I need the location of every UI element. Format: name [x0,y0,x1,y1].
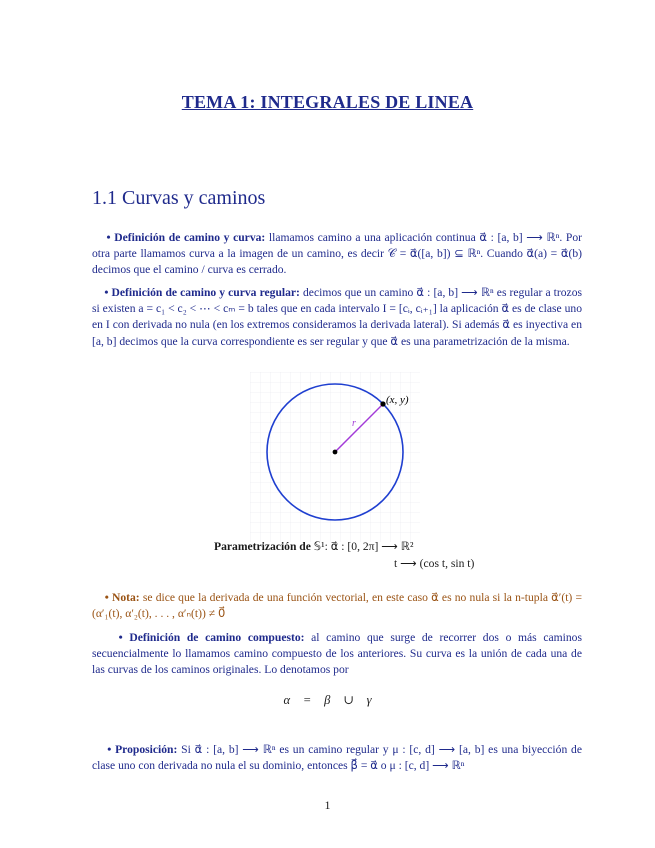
paragraph-nota [92,590,582,622]
paragraph-lead: Nota: [111,591,140,604]
chapter-title: TEMA 1: INTEGRALES DE LINEA [181,92,474,112]
center-point [333,450,338,455]
display-formula: 𝒞α⃗ = 𝒞β⃗ ∪ 𝒞γ⃗ [273,693,382,707]
circle-figure [250,372,420,542]
paragraph-definition-regular [92,285,582,350]
point-on-circle [380,401,385,406]
bullet-icon: • [104,286,109,299]
paragraph-definition-camino [92,230,582,279]
paragraph-lead: Proposición: [115,743,178,756]
caption-line-2: t ⟶ (cos t, sin t) [394,557,475,570]
paragraph-body: al camino que surge de recorrer dos o más caminos secuencialmente lo llamamos camino compuesto de los anteriores. Su curva es la unión de cada una de las curvas de los caminos originales. Lo denotamos por [92,631,582,677]
radius-label: r [352,418,356,429]
paragraph-lead: Definición de camino y curva: [114,231,266,244]
paragraph-body: llamamos camino a una aplicación continua α⃗ : [a, b] ⟶ ℝⁿ. Por otra parte llamamos curva a la imagen de un camino, es decir 𝒞 = α⃗([a, b]) ⊆ ℝⁿ. Cuando α⃗(a) = α⃗(b) decimos que el camino / curva es cerrado. [92,231,583,277]
paragraph-body: Si α⃗ : [a, b] ⟶ ℝⁿ es un camino regular y μ : [c, d] ⟶ [a, b] es una biyección de clase uno con derivada no nula el su dominio, entonces β⃗ = α⃗ o μ : [c, d] ⟶ ℝⁿ [92,743,582,773]
paragraph-proposicion [92,742,582,774]
caption-line-1 [214,538,474,555]
caption-rest: 𝕊¹: α⃗ : [0, 2π] ⟶ ℝ² [310,540,414,553]
paragraph-body: decimos que un camino α⃗ : [a, b] ⟶ ℝⁿ es regular a trozos si existen a = c₁ < c₂ < ⋯ < cₘ = b tales que en cada intervalo I = [cᵢ, cᵢ₊₁] la aplicación α⃗ es de clase uno en I con derivada no nula (en los extremos consideramos la derivada lateral). Si además α⃗ es inyectiva en [a, b] decimos que la curva correspondiente es ser regular y que α⃗ es una parametrización de la misma. [92,286,583,348]
point-label: (x, y) [386,394,409,406]
section-heading: 1.1 Curvas y caminos [92,187,266,209]
caption-bold: Parametrización de [214,540,311,553]
bullet-icon: • [118,631,123,644]
bullet-icon: • [106,231,111,244]
paragraph-lead: Definición de camino y curva regular: [111,286,300,299]
paragraph-body: se dice que la derivada de una función vectorial, en este caso α⃗ es no nula si la n-tupla α⃗′(t) = (α′₁(t), α′₂(t), . . . , α′ₙ(t)) ≠ 0⃗ [92,591,582,621]
bullet-icon: • [107,743,112,756]
page-number: 1 [324,798,331,812]
paragraph-definition-compuesto [92,630,582,679]
paragraph-lead: Definición de camino compuesto: [129,631,305,644]
figure-caption [214,538,474,572]
bullet-icon: • [104,591,109,604]
